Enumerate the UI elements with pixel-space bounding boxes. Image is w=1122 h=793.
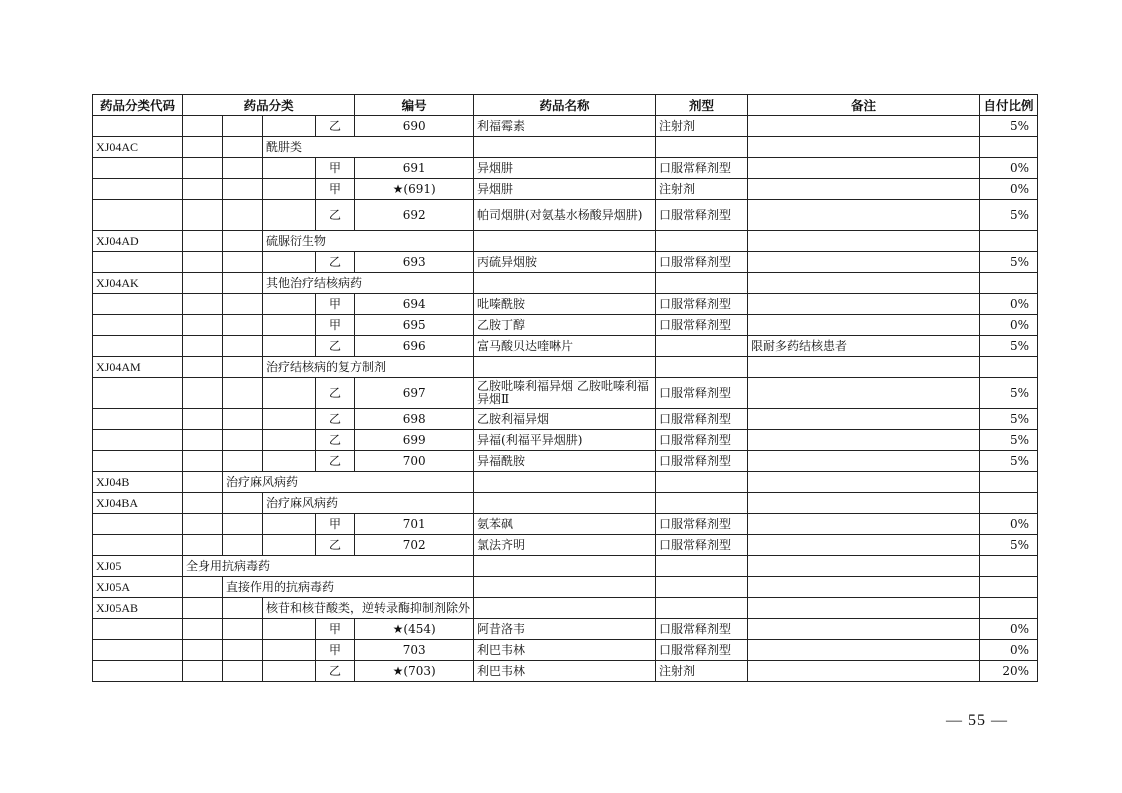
header-form: 剂型	[656, 95, 748, 116]
category-code: XJ04B	[93, 472, 183, 493]
category-code: XJ04AD	[93, 231, 183, 252]
drug-name-cell: 富马酸贝达喹啉片	[474, 336, 656, 357]
table-header-row	[93, 95, 1038, 116]
category-code: XJ04BA	[93, 493, 183, 514]
note-cell	[748, 231, 980, 252]
category-spacer	[223, 158, 263, 179]
category-code: XJ05AB	[93, 598, 183, 619]
note-cell	[748, 661, 980, 682]
code-cell	[93, 116, 183, 137]
category-code: XJ05	[93, 556, 183, 577]
note-cell	[748, 598, 980, 619]
form-cell	[656, 472, 748, 493]
category-spacer	[223, 378, 263, 409]
header-category: 药品分类	[183, 95, 355, 116]
drug-name-cell: 利福霉素	[474, 116, 656, 137]
category-spacer	[263, 252, 316, 273]
name-cell	[474, 577, 656, 598]
grade-cell: 乙	[315, 535, 355, 556]
category-spacer	[223, 252, 263, 273]
code-cell	[93, 409, 183, 430]
grade-cell: 乙	[315, 661, 355, 682]
form-cell: 口服常释剂型	[656, 378, 748, 409]
form-cell: 注射剂	[656, 661, 748, 682]
ratio-cell: 5%	[980, 535, 1038, 556]
category-spacer	[263, 661, 316, 682]
name-cell	[474, 357, 656, 378]
ratio-cell	[980, 556, 1038, 577]
category-spacer	[223, 535, 263, 556]
form-cell: 口服常释剂型	[656, 315, 748, 336]
drug-name-cell: 利巴韦林	[474, 640, 656, 661]
note-cell	[748, 158, 980, 179]
number-cell: 690	[355, 116, 474, 137]
category-spacer	[183, 231, 223, 252]
note-cell	[748, 493, 980, 514]
ratio-cell: 0%	[980, 294, 1038, 315]
note-cell: 限耐多药结核患者	[748, 336, 980, 357]
form-cell	[656, 598, 748, 619]
ratio-cell: 5%	[980, 378, 1038, 409]
form-cell	[656, 273, 748, 294]
code-cell	[93, 179, 183, 200]
category-spacer	[263, 179, 316, 200]
number-cell: 691	[355, 158, 474, 179]
table-row	[93, 315, 1038, 336]
drug-name-cell: 异福(利福平异烟肼)	[474, 430, 656, 451]
category-spacer	[183, 577, 223, 598]
category-spacer	[263, 336, 316, 357]
code-cell	[93, 514, 183, 535]
category-spacer	[263, 378, 316, 409]
note-cell	[748, 535, 980, 556]
category-spacer	[223, 661, 263, 682]
category-row	[93, 357, 1038, 378]
category-code: XJ04AM	[93, 357, 183, 378]
form-cell: 口服常释剂型	[656, 252, 748, 273]
note-cell	[748, 179, 980, 200]
table-row	[93, 451, 1038, 472]
table-row	[93, 200, 1038, 231]
table-row	[93, 409, 1038, 430]
category-spacer	[223, 336, 263, 357]
number-cell: 702	[355, 535, 474, 556]
name-cell	[474, 493, 656, 514]
category-spacer	[223, 315, 263, 336]
number-cell: 703	[355, 640, 474, 661]
table-row	[93, 116, 1038, 137]
ratio-cell: 5%	[980, 430, 1038, 451]
number-cell: 701	[355, 514, 474, 535]
table-row	[93, 336, 1038, 357]
category-spacer	[183, 430, 223, 451]
ratio-cell: 0%	[980, 514, 1038, 535]
note-cell	[748, 378, 980, 409]
ratio-cell: 0%	[980, 619, 1038, 640]
grade-cell: 甲	[315, 179, 355, 200]
form-cell: 口服常释剂型	[656, 619, 748, 640]
form-cell	[656, 556, 748, 577]
ratio-cell: 5%	[980, 451, 1038, 472]
name-cell	[474, 137, 656, 158]
form-cell: 口服常释剂型	[656, 535, 748, 556]
grade-cell: 甲	[315, 294, 355, 315]
note-cell	[748, 472, 980, 493]
category-spacer	[223, 200, 263, 231]
category-spacer	[263, 158, 316, 179]
category-spacer	[183, 336, 223, 357]
grade-cell: 甲	[315, 514, 355, 535]
drug-name-cell: 氨苯砜	[474, 514, 656, 535]
category-spacer	[263, 514, 316, 535]
table-row	[93, 640, 1038, 661]
ratio-cell: 0%	[980, 179, 1038, 200]
category-spacer	[183, 179, 223, 200]
ratio-cell: 5%	[980, 200, 1038, 231]
note-cell	[748, 273, 980, 294]
category-spacer	[183, 315, 223, 336]
category-label: 治疗麻风病药	[223, 472, 474, 493]
table-row	[93, 661, 1038, 682]
header-number: 编号	[355, 95, 474, 116]
header-name: 药品名称	[474, 95, 656, 116]
category-spacer	[223, 273, 263, 294]
category-spacer	[263, 535, 316, 556]
category-row	[93, 556, 1038, 577]
category-spacer	[223, 231, 263, 252]
ratio-cell	[980, 137, 1038, 158]
form-cell	[656, 357, 748, 378]
category-spacer	[183, 514, 223, 535]
category-spacer	[223, 430, 263, 451]
name-cell	[474, 231, 656, 252]
category-spacer	[263, 640, 316, 661]
category-row	[93, 598, 1038, 619]
category-spacer	[183, 294, 223, 315]
form-cell	[656, 231, 748, 252]
category-label: 治疗麻风病药	[263, 493, 474, 514]
category-spacer	[183, 273, 223, 294]
grade-cell: 乙	[315, 252, 355, 273]
category-code: XJ05A	[93, 577, 183, 598]
ratio-cell: 0%	[980, 640, 1038, 661]
form-cell: 口服常释剂型	[656, 430, 748, 451]
code-cell	[93, 451, 183, 472]
category-spacer	[183, 137, 223, 158]
category-code: XJ04AC	[93, 137, 183, 158]
drug-name-cell: 丙硫异烟胺	[474, 252, 656, 273]
form-cell	[656, 577, 748, 598]
grade-cell: 乙	[315, 430, 355, 451]
note-cell	[748, 556, 980, 577]
number-cell: 697	[355, 378, 474, 409]
ratio-cell	[980, 472, 1038, 493]
drug-name-cell: 氯法齐明	[474, 535, 656, 556]
category-spacer	[183, 200, 223, 231]
code-cell	[93, 252, 183, 273]
ratio-cell	[980, 598, 1038, 619]
category-label: 核苷和核苷酸类，逆转录酶抑制剂除外	[263, 598, 474, 619]
ratio-cell: 0%	[980, 158, 1038, 179]
grade-cell: 甲	[315, 619, 355, 640]
category-label: 直接作用的抗病毒药	[223, 577, 474, 598]
drug-name-cell: 帕司烟肼(对氨基水杨酸异烟肼)	[474, 200, 656, 231]
grade-cell: 乙	[315, 116, 355, 137]
form-cell: 口服常释剂型	[656, 294, 748, 315]
note-cell	[748, 451, 980, 472]
grade-cell: 甲	[315, 158, 355, 179]
category-spacer	[263, 430, 316, 451]
form-cell	[656, 137, 748, 158]
category-spacer	[263, 451, 316, 472]
code-cell	[93, 619, 183, 640]
code-cell	[93, 661, 183, 682]
category-spacer	[263, 619, 316, 640]
table-row	[93, 378, 1038, 409]
number-cell: ★(454)	[355, 619, 474, 640]
category-spacer	[263, 294, 316, 315]
category-spacer	[183, 493, 223, 514]
category-spacer	[223, 409, 263, 430]
category-spacer	[223, 357, 263, 378]
form-cell: 口服常释剂型	[656, 640, 748, 661]
category-spacer	[223, 451, 263, 472]
ratio-cell: 0%	[980, 315, 1038, 336]
table-row	[93, 294, 1038, 315]
drug-catalog-table	[92, 94, 1038, 682]
category-label: 其他治疗结核病药	[263, 273, 474, 294]
grade-cell: 甲	[315, 315, 355, 336]
category-row	[93, 273, 1038, 294]
drug-name-cell: 吡嗪酰胺	[474, 294, 656, 315]
code-cell	[93, 535, 183, 556]
category-row	[93, 137, 1038, 158]
form-cell	[656, 493, 748, 514]
category-code: XJ04AK	[93, 273, 183, 294]
category-spacer	[183, 640, 223, 661]
note-cell	[748, 357, 980, 378]
code-cell	[93, 378, 183, 409]
grade-cell: 乙	[315, 409, 355, 430]
code-cell	[93, 294, 183, 315]
category-label: 治疗结核病的复方制剂	[263, 357, 474, 378]
header-ratio: 自付比例	[980, 95, 1038, 116]
note-cell	[748, 619, 980, 640]
drug-name-cell: 利巴韦林	[474, 661, 656, 682]
drug-name-cell: 异烟肼	[474, 158, 656, 179]
grade-cell: 乙	[315, 336, 355, 357]
category-spacer	[183, 378, 223, 409]
category-row	[93, 577, 1038, 598]
form-cell: 口服常释剂型	[656, 158, 748, 179]
name-cell	[474, 556, 656, 577]
category-spacer	[183, 598, 223, 619]
code-cell	[93, 158, 183, 179]
ratio-cell	[980, 231, 1038, 252]
category-spacer	[183, 409, 223, 430]
drug-name-cell: 异福酰胺	[474, 451, 656, 472]
number-cell: 694	[355, 294, 474, 315]
ratio-cell: 5%	[980, 252, 1038, 273]
number-cell: 700	[355, 451, 474, 472]
grade-cell: 甲	[315, 640, 355, 661]
ratio-cell: 20%	[980, 661, 1038, 682]
drug-name-cell: 异烟肼	[474, 179, 656, 200]
drug-name-cell: 乙胺利福异烟	[474, 409, 656, 430]
number-cell: 692	[355, 200, 474, 231]
note-cell	[748, 514, 980, 535]
code-cell	[93, 336, 183, 357]
form-cell: 注射剂	[656, 116, 748, 137]
table-row	[93, 252, 1038, 273]
note-cell	[748, 640, 980, 661]
category-spacer	[183, 619, 223, 640]
grade-cell: 乙	[315, 200, 355, 231]
header-code: 药品分类代码	[93, 95, 183, 116]
category-spacer	[223, 640, 263, 661]
note-cell	[748, 577, 980, 598]
category-label: 全身用抗病毒药	[183, 556, 474, 577]
table-row	[93, 535, 1038, 556]
name-cell	[474, 472, 656, 493]
form-cell: 口服常释剂型	[656, 514, 748, 535]
category-spacer	[183, 451, 223, 472]
page-number: — 55 —	[946, 712, 1008, 729]
number-cell: 695	[355, 315, 474, 336]
ratio-cell	[980, 357, 1038, 378]
form-cell: 口服常释剂型	[656, 200, 748, 231]
category-row	[93, 231, 1038, 252]
form-cell	[656, 336, 748, 357]
number-cell: 699	[355, 430, 474, 451]
drug-name-cell: 乙胺吡嗪利福异烟 乙胺吡嗪利福异烟Ⅱ	[474, 378, 656, 409]
code-cell	[93, 640, 183, 661]
category-spacer	[223, 294, 263, 315]
category-spacer	[263, 315, 316, 336]
table-row	[93, 179, 1038, 200]
category-row	[93, 493, 1038, 514]
category-row	[93, 472, 1038, 493]
category-spacer	[223, 137, 263, 158]
category-spacer	[223, 116, 263, 137]
category-spacer	[183, 158, 223, 179]
form-cell: 口服常释剂型	[656, 451, 748, 472]
number-cell: ★(691)	[355, 179, 474, 200]
drug-name-cell: 乙胺丁醇	[474, 315, 656, 336]
category-spacer	[223, 493, 263, 514]
note-cell	[748, 252, 980, 273]
grade-cell: 乙	[315, 451, 355, 472]
number-cell: ★(703)	[355, 661, 474, 682]
ratio-cell	[980, 273, 1038, 294]
code-cell	[93, 430, 183, 451]
category-spacer	[223, 514, 263, 535]
ratio-cell: 5%	[980, 409, 1038, 430]
category-spacer	[223, 598, 263, 619]
table-body	[93, 116, 1038, 682]
note-cell	[748, 116, 980, 137]
table-row	[93, 158, 1038, 179]
category-spacer	[263, 409, 316, 430]
note-cell	[748, 294, 980, 315]
category-label: 酰肼类	[263, 137, 474, 158]
ratio-cell: 5%	[980, 116, 1038, 137]
category-label: 硫脲衍生物	[263, 231, 474, 252]
table-row	[93, 514, 1038, 535]
category-spacer	[183, 535, 223, 556]
number-cell: 696	[355, 336, 474, 357]
note-cell	[748, 430, 980, 451]
ratio-cell: 5%	[980, 336, 1038, 357]
form-cell: 注射剂	[656, 179, 748, 200]
note-cell	[748, 409, 980, 430]
grade-cell: 乙	[315, 378, 355, 409]
category-spacer	[223, 179, 263, 200]
note-cell	[748, 137, 980, 158]
note-cell	[748, 200, 980, 231]
category-spacer	[183, 252, 223, 273]
number-cell: 698	[355, 409, 474, 430]
ratio-cell	[980, 577, 1038, 598]
table-row	[93, 619, 1038, 640]
code-cell	[93, 315, 183, 336]
category-spacer	[183, 472, 223, 493]
name-cell	[474, 598, 656, 619]
category-spacer	[263, 200, 316, 231]
header-note: 备注	[748, 95, 980, 116]
number-cell: 693	[355, 252, 474, 273]
category-spacer	[223, 619, 263, 640]
category-spacer	[183, 357, 223, 378]
code-cell	[93, 200, 183, 231]
category-spacer	[183, 661, 223, 682]
drug-name-cell: 阿昔洛韦	[474, 619, 656, 640]
ratio-cell	[980, 493, 1038, 514]
name-cell	[474, 273, 656, 294]
table-row	[93, 430, 1038, 451]
note-cell	[748, 315, 980, 336]
category-spacer	[183, 116, 223, 137]
category-spacer	[263, 116, 316, 137]
form-cell: 口服常释剂型	[656, 409, 748, 430]
